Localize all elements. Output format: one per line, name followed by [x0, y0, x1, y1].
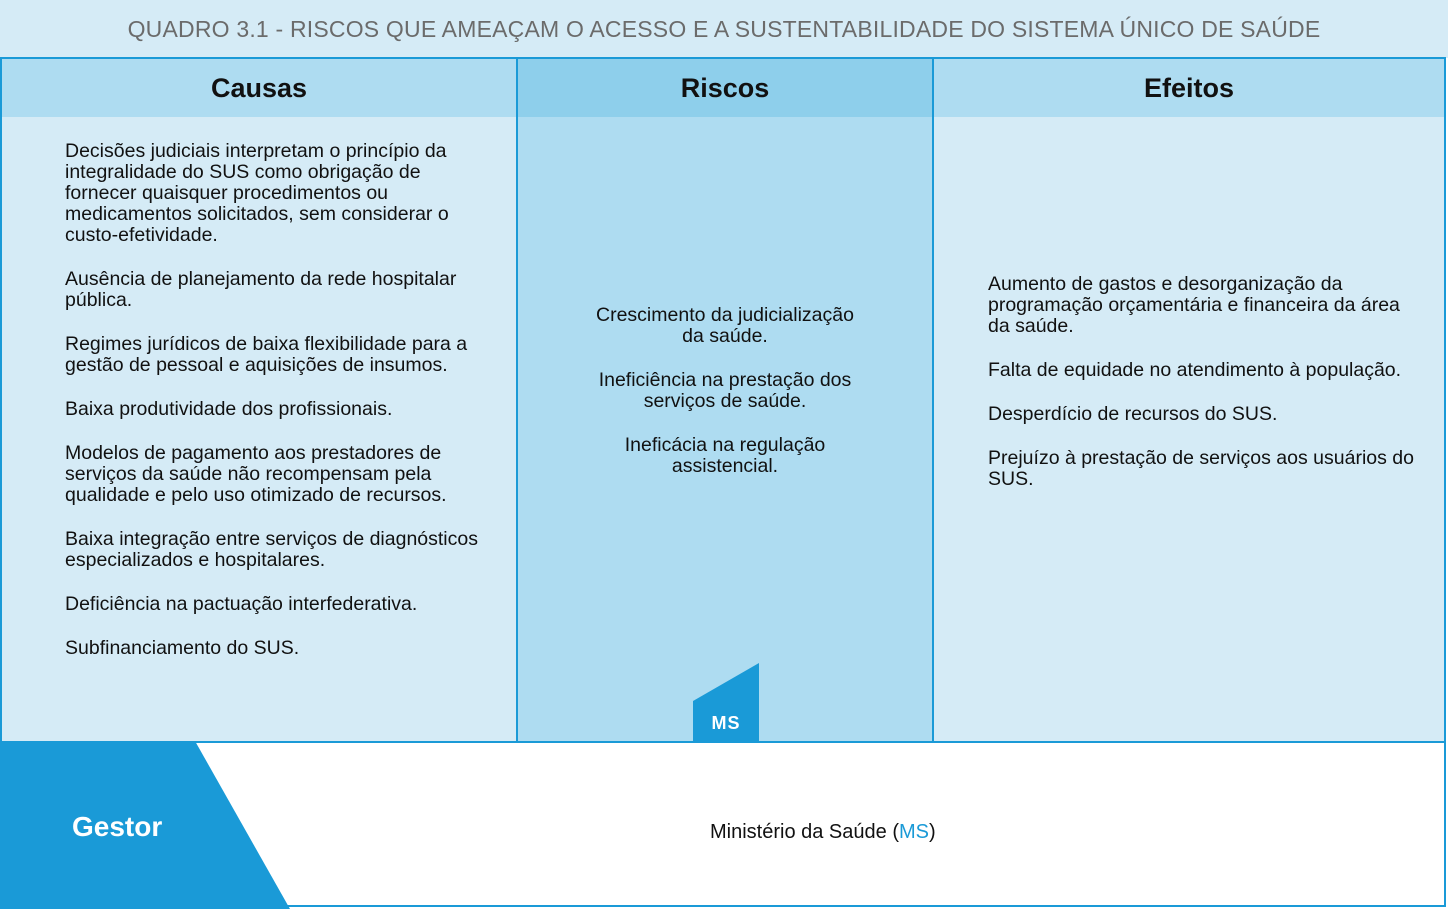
- list-item: Deficiência na pactuação interfederativa.: [65, 593, 418, 615]
- gestor-value-abbr: MS: [898, 821, 929, 843]
- riscos-list: [518, 305, 932, 500]
- ms-badge-label: MS: [711, 713, 741, 733]
- column-riscos: [516, 59, 934, 741]
- list-item: Prejuízo à prestação de serviços aos usuários do SUS.: [988, 447, 1414, 490]
- list-item: Ineficácia na regulação assistencial.: [624, 434, 826, 477]
- risk-table: [0, 57, 1446, 741]
- column-header-efeitos: Efeitos: [934, 59, 1444, 117]
- list-item: Baixa integração entre serviços de diagnósticos especializados e hospitalares.: [65, 528, 478, 571]
- gestor-value-prefix: Ministério da Saúde (: [710, 821, 899, 843]
- gestor-row: [0, 741, 1446, 907]
- list-item: Desperdício de recursos do SUS.: [988, 403, 1278, 425]
- list-item: Falta de equidade no atendimento à população.: [988, 359, 1402, 381]
- column-causas: [2, 59, 516, 741]
- gestor-label: Gestor: [72, 811, 163, 842]
- list-item: Modelos de pagamento aos prestadores de serviços da saúde não recompensam pela qualidade e pelo uso otimizado de recursos.: [65, 442, 447, 506]
- list-item: Baixa produtividade dos profissionais.: [65, 398, 393, 420]
- list-item: Ausência de planejamento da rede hospitalar pública.: [65, 268, 457, 311]
- list-item: Decisões judiciais interpretam o princípio da integralidade do SUS como obrigação de fornecer quaisquer procedimentos ou medicamentos solicitados, sem considerar o custo-efetividade.: [65, 140, 449, 246]
- efeitos-list: [988, 274, 1418, 513]
- list-item: Crescimento da judicialização da saúde.: [596, 304, 854, 347]
- column-header-causas: Causas: [2, 59, 516, 117]
- causas-list: [65, 141, 485, 682]
- list-item: Aumento de gastos e desorganização da programação orçamentária e financeira da área da saúde.: [988, 273, 1400, 337]
- list-item: Ineficiência na prestação dos serviços de saúde.: [598, 369, 852, 412]
- list-item: Subfinanciamento do SUS.: [65, 637, 300, 659]
- column-efeitos: [934, 59, 1444, 741]
- table-title: QUADRO 3.1 - RISCOS QUE AMEAÇAM O ACESSO E A SUSTENTABILIDADE DO SISTEMA ÚNICO DE SAÚDE: [0, 0, 1448, 58]
- list-item: Regimes jurídicos de baixa flexibilidade para a gestão de pessoal e aquisições de insumos.: [65, 333, 468, 376]
- gestor-value: [710, 821, 936, 844]
- gestor-value-suffix: ): [928, 821, 936, 843]
- ms-badge: [693, 663, 759, 741]
- column-header-riscos: Riscos: [518, 59, 932, 117]
